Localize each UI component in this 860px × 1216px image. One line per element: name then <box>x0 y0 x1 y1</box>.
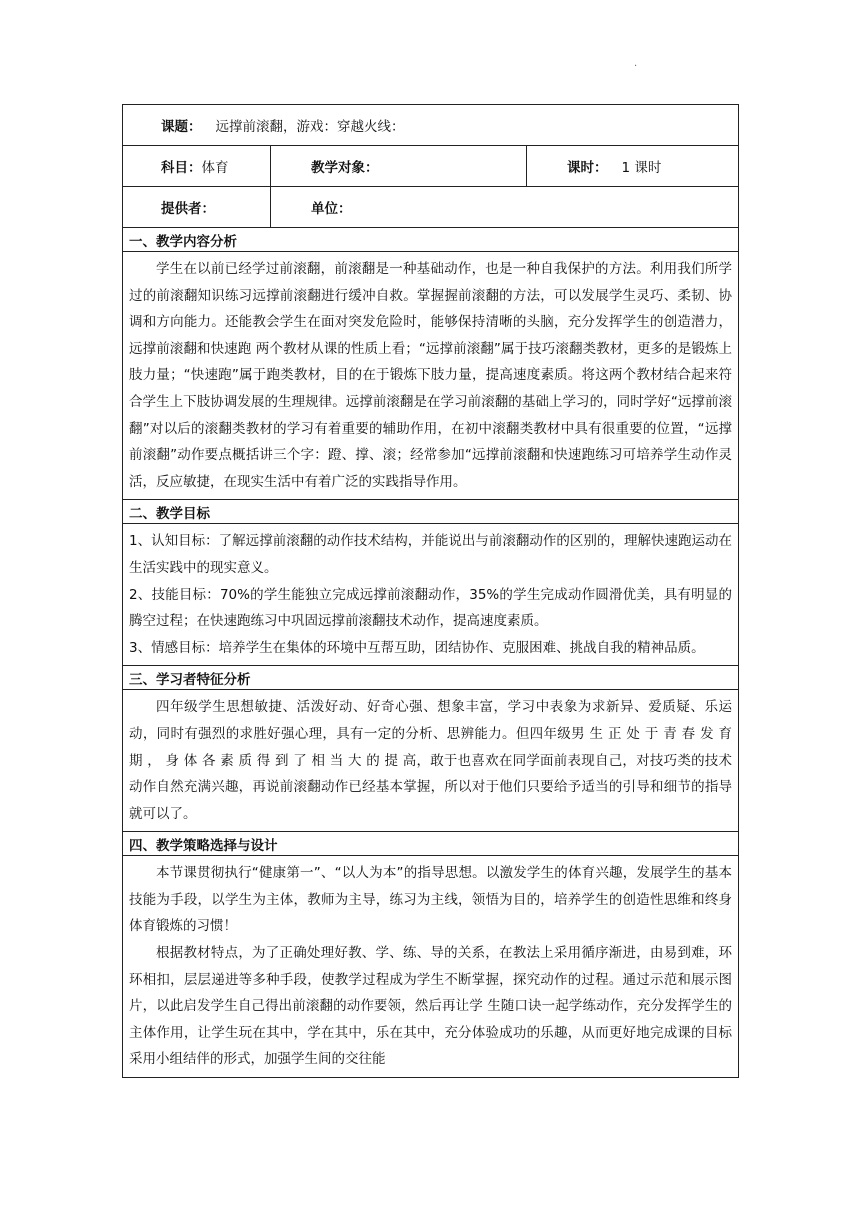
lesson-plan-table <box>122 104 739 1078</box>
strategy-title: 四、教学策略选择与设计 <box>123 832 739 856</box>
topic-row <box>123 105 739 146</box>
unit-cell <box>271 187 739 228</box>
subject-label: 科目： <box>161 160 202 176</box>
section-heading-row <box>123 500 739 524</box>
audience-label: 教学对象： <box>311 160 379 176</box>
strategy-cell <box>123 856 739 1078</box>
topic-value: 远撑前滚翻，游戏：穿越火线： <box>215 119 405 135</box>
objectives-title: 二、教学目标 <box>123 500 739 524</box>
page-mark: . <box>634 58 638 69</box>
section-heading-row <box>123 228 739 252</box>
section-heading-row <box>123 832 739 856</box>
topic-label: 课题： <box>161 119 202 135</box>
hours-label: 课时： <box>567 160 608 176</box>
audience-cell <box>271 146 527 187</box>
strategy-paragraph: 根据教材特点，为了正确处理好教、学、练、导的关系，在教法上采用循序渐进，由易到难，环环相扣，层层递进等多种手段，使教学过程成为学生不断掌握，探究动作的过程。通过示范和展示图片，以此启发学生自己得出前滚翻的动作要领，然后再让学 生随口诀一起学练动作，充分发挥学生的主体作用，让学生玩在其中，学在其中，乐在其中，充分体验成功的乐趣，从而更好地完成课的目标采用小组结伴的形式，加强学生间的交往能 <box>129 945 733 1068</box>
provider-row <box>123 187 739 228</box>
learner-analysis-cell <box>123 690 739 832</box>
provider-label: 提供者： <box>161 201 215 217</box>
objective-item: 3、情感目标：培养学生在集体的环境中互帮互助，团结协作、克服困难、挑战自我的精神品质。 <box>129 639 705 656</box>
hours-cell <box>527 146 739 187</box>
objective-item: 2、技能目标：70%的学生能独立完成远撑前滚翻动作，35%的学生完成动作圆滑优美，具有明显的腾空过程；在快速跑练习中巩固远撑前滚翻技术动作，提高速度素质。 <box>129 586 733 630</box>
provider-cell <box>123 187 271 228</box>
hours-value: 1 课时 <box>621 160 662 176</box>
unit-label: 单位： <box>311 201 352 217</box>
meta-row <box>123 146 739 187</box>
section-body-row <box>123 690 739 832</box>
subject-cell <box>123 146 271 187</box>
section-heading-row <box>123 666 739 690</box>
content-analysis-cell <box>123 252 739 500</box>
objectives-cell <box>123 524 739 666</box>
section-body-row <box>123 524 739 666</box>
learner-analysis-text: 四年级学生思想敏捷、活泼好动、好奇心强、想象丰富，学习中表象为求新异、爱质疑、乐运动，同时有强烈的求胜好强心理，具有一定的分析、思辨能力。但四年级男 生 正 处 于 青 春 发 育 期 ， 身 体 各 素 质 得 到 了 相 当 大 的 提 高，敢于也喜欢在同学面前表现自己，对技巧类的技术动作自然充满兴趣，再说前滚翻动作已经基本掌握，所以对于他们只要给予适当的引导和细节的指导就可以了。 <box>129 699 733 822</box>
strategy-paragraph: 本节课贯彻执行“健康第一”、“以人为本”的指导思想。以激发学生的体育兴趣，发展学生的基本技能为手段，以学生为主体，教师为主导，练习为主线，领悟为目的，培养学生的创造性思维和终身体育锻炼的习惯！ <box>129 865 733 935</box>
learner-analysis-title: 三、学习者特征分析 <box>123 666 739 690</box>
subject-value: 体育 <box>201 160 229 176</box>
content-analysis-text: 学生在以前已经学过前滚翻，前滚翻是一种基础动作，也是一种自我保护的方法。利用我们所学过的前滚翻知识练习远撑前滚翻进行缓冲自救。掌握握前滚翻的方法，可以发展学生灵巧、柔韧、协调和方向能力。还能教会学生在面对突发危险时，能够保持清晰的头脑，充分发挥学生的创造潜力，远撑前滚翻和快速跑 两个教材从课的性质上看；“远撑前滚翻”属于技巧滚翻类教材，更多的是锻炼上肢力量；“快速跑”属于跑类教材，目的在于锻炼下肢力量，提高速度素质。将这两个教材结合起来符合学生上下肢协调发展的生理规律。远撑前滚翻是在学习前滚翻的基础上学习的，同时学好“远撑前滚翻”对以后的滚翻类教材的学习有着重要的辅助作用，在初中滚翻类教材中具有很重要的位置，“远撑前滚翻”动作要点概括讲三个字：蹬、撑、滚；经常参加“远撑前滚翻和快速跑练习可培养学生动作灵活，反应敏捷，在现实生活中有着广泛的实践指导作用。 <box>129 261 733 490</box>
content-analysis-title: 一、教学内容分析 <box>123 228 739 252</box>
topic-cell <box>123 105 739 146</box>
objective-item: 1、认知目标：了解远撑前滚翻的动作技术结构，并能说出与前滚翻动作的区别的，理解快速跑运动在生活实践中的现实意义。 <box>129 533 733 576</box>
section-body-row <box>123 856 739 1078</box>
section-body-row <box>123 252 739 500</box>
